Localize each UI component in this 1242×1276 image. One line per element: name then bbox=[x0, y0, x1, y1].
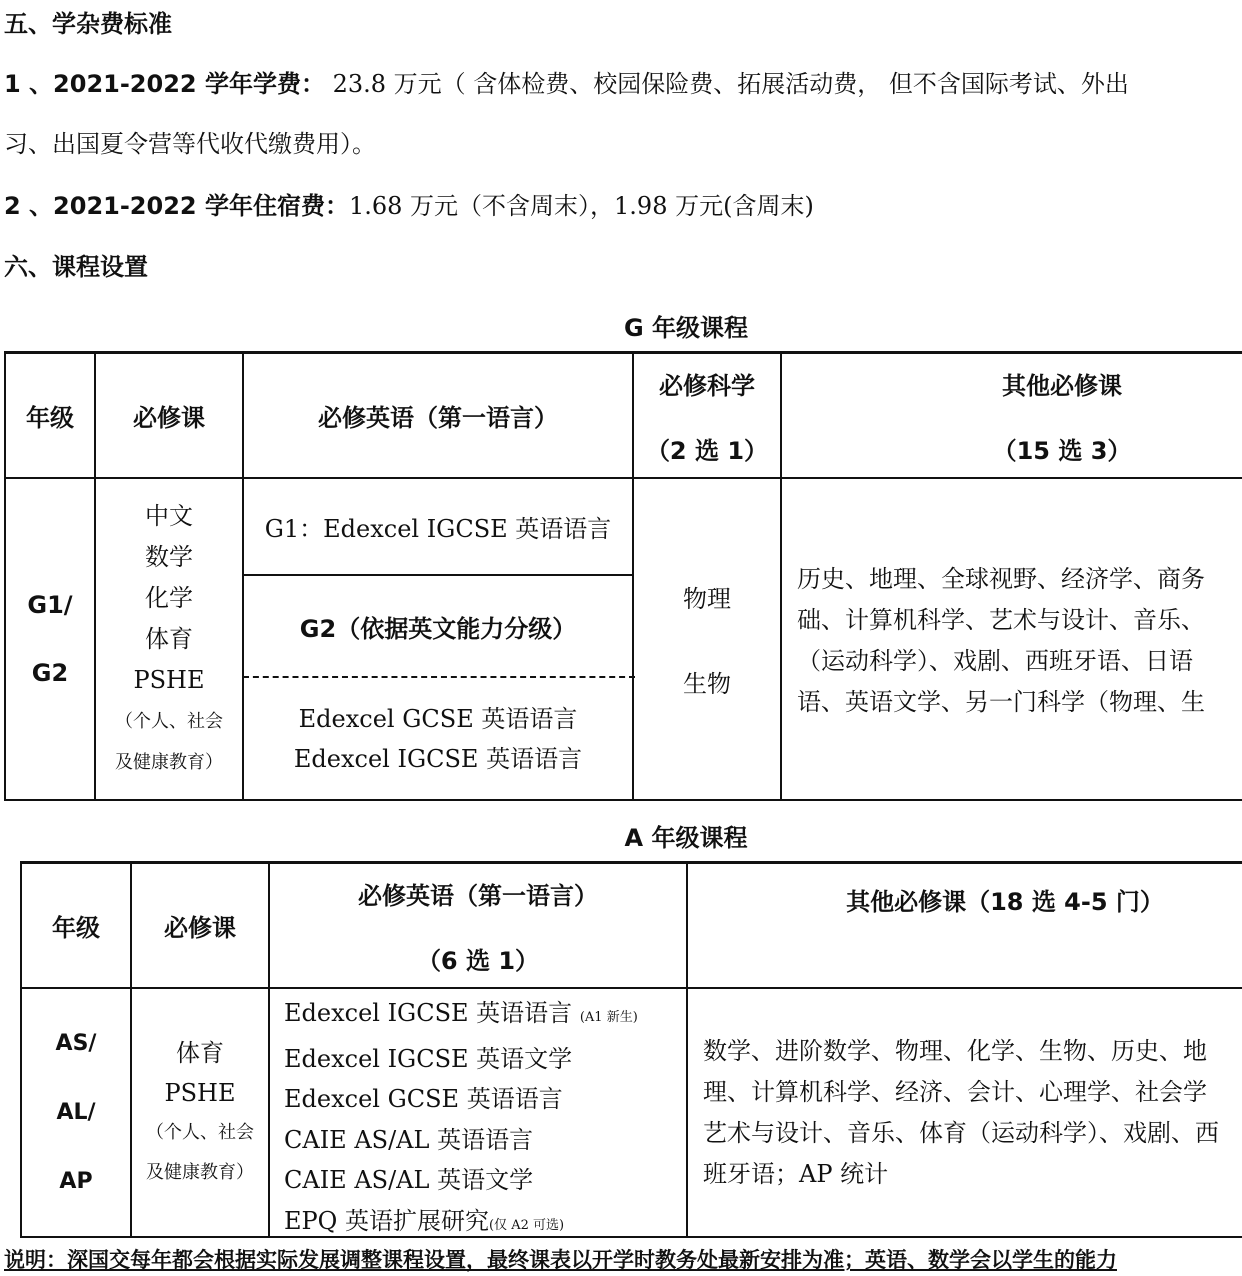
g-header-required: 必修课 bbox=[133, 404, 205, 432]
g-required-item: 数学 bbox=[145, 542, 193, 571]
a-header-english-line2: （6 选 1） bbox=[416, 946, 540, 975]
g-header-english: 必修英语（第一语言） bbox=[318, 404, 558, 432]
a-english-option: Edexcel IGCSE 英语语言 (A1 新生) bbox=[284, 999, 638, 1027]
g-header-grade: 年级 bbox=[26, 404, 74, 432]
g-science-cell bbox=[634, 479, 780, 799]
a-english-option: EPQ 英语扩展研究(仅 A2 可选) bbox=[284, 1206, 565, 1235]
a-grade-line: AP bbox=[59, 1169, 93, 1194]
a-other-line: 班牙语；AP 统计 bbox=[703, 1160, 889, 1188]
a-header-required: 必修课 bbox=[164, 914, 236, 942]
g-required-note: （个人、社会 bbox=[115, 710, 223, 732]
g-other-line: （运动科学）、戏剧、西班牙语、日语 bbox=[797, 647, 1193, 675]
a-grade-line: AL/ bbox=[56, 1100, 96, 1125]
a-english-option-note: (仅 A2 可选) bbox=[488, 1217, 565, 1233]
g-table-title: G 年级课程 bbox=[623, 314, 749, 342]
g-science-option: 物理 bbox=[683, 585, 731, 613]
a-other-line: 理、计算机科学、经济、会计、心理学、社会学 bbox=[703, 1078, 1207, 1106]
a-english-options bbox=[284, 993, 638, 1246]
fee-item-2 bbox=[4, 186, 814, 221]
g-required-item: 体育 bbox=[145, 624, 193, 653]
a-english-option-note: (A1 新生) bbox=[579, 1010, 638, 1025]
g-required-item: PSHE bbox=[133, 665, 205, 694]
fee-item-1-text: 23.8 万元（ 含体检费、校园保险费、拓展活动费， 但不含国际考试、外出 bbox=[324, 70, 1129, 98]
a-grade-line: AS/ bbox=[55, 1031, 97, 1056]
a-header-grade: 年级 bbox=[52, 914, 100, 942]
g-grade-line: G1/ bbox=[27, 591, 73, 619]
g-english-g2: G2（依据英文能力分级） bbox=[299, 614, 577, 643]
g-required-item: 中文 bbox=[145, 501, 193, 530]
g-header-other-line2: （15 选 3） bbox=[992, 436, 1132, 465]
a-header-other: 其他必修课（18 选 4-5 门） bbox=[846, 887, 1164, 916]
g-header-science bbox=[634, 354, 780, 477]
a-other-line: 艺术与设计、音乐、体育（运动科学）、戏剧、西 bbox=[703, 1119, 1219, 1147]
g-header-science-line1: 必修科学 bbox=[659, 371, 755, 400]
g-header-other-line1: 其他必修课 bbox=[1002, 371, 1122, 400]
a-english-option: CAIE AS/AL 英语语言 bbox=[284, 1125, 534, 1154]
a-english-option: Edexcel IGCSE 英语文学 bbox=[284, 1044, 573, 1073]
a-header-english-line1: 必修英语（第一语言） bbox=[358, 881, 598, 910]
a-required-cell bbox=[132, 989, 268, 1236]
a-other-cell bbox=[703, 1031, 1219, 1195]
g-english-g1: G1：Edexcel IGCSE 英语语言 bbox=[264, 515, 612, 543]
g-required-cell bbox=[96, 479, 242, 799]
a-other-line: 数学、进阶数学、物理、化学、生物、历史、地 bbox=[703, 1037, 1207, 1065]
g-header-science-line2: （2 选 1） bbox=[645, 436, 769, 465]
footer-note: 说明：深国交每年都会根据实际发展调整课程设置，最终课表以开学时教务处最新安排为准；英语、数学会以学生的能力 bbox=[4, 1248, 1117, 1272]
g-english-option: Edexcel GCSE 英语语言 bbox=[298, 704, 578, 733]
a-english-option: CAIE AS/AL 英语文学 bbox=[284, 1166, 534, 1194]
fee-item-1-label: 1 、2021-2022 学年学费： bbox=[4, 70, 325, 98]
g-other-line: 础、计算机科学、艺术与设计、音乐、 bbox=[797, 606, 1205, 634]
a-required-item: PSHE bbox=[164, 1078, 236, 1107]
a-required-note: 及健康教育） bbox=[146, 1161, 254, 1183]
a-grade-cell bbox=[22, 989, 130, 1236]
g-other-line: 历史、地理、全球视野、经济学、商务 bbox=[797, 565, 1205, 593]
a-required-item: 体育 bbox=[176, 1038, 224, 1067]
section5-heading: 五、学杂费标准 bbox=[4, 10, 172, 38]
g-table-border-bottom bbox=[4, 799, 1242, 801]
g-english-option: Edexcel IGCSE 英语语言 bbox=[293, 744, 583, 773]
g-science-option: 生物 bbox=[683, 670, 731, 698]
g-required-item: 化学 bbox=[145, 583, 193, 612]
section6-heading: 六、课程设置 bbox=[4, 253, 148, 281]
fee-item-2-label: 2 、2021-2022 学年住宿费： bbox=[4, 192, 349, 220]
a-required-note: （个人、社会 bbox=[146, 1121, 254, 1143]
g-grade-line: G2 bbox=[31, 659, 69, 687]
g-other-cell bbox=[797, 559, 1205, 723]
fee-item-1-continued: 习、出国夏令营等代收代缴费用）。 bbox=[4, 130, 376, 158]
g-other-line: 语、英语文学、另一门科学（物理、生 bbox=[797, 688, 1205, 716]
g-grade-cell bbox=[6, 479, 94, 799]
fee-item-1 bbox=[4, 64, 1129, 99]
a-table-title: A 年级课程 bbox=[624, 824, 748, 852]
g-english-g2-options bbox=[244, 678, 632, 799]
a-header-english bbox=[270, 864, 686, 987]
a-english-option: Edexcel GCSE 英语语言 bbox=[284, 1085, 563, 1113]
g-header-other bbox=[782, 354, 1242, 477]
g-required-note: 及健康教育） bbox=[115, 751, 223, 773]
fee-item-2-text: 1.68 万元（不含周末），1.98 万元(含周末) bbox=[348, 192, 814, 220]
